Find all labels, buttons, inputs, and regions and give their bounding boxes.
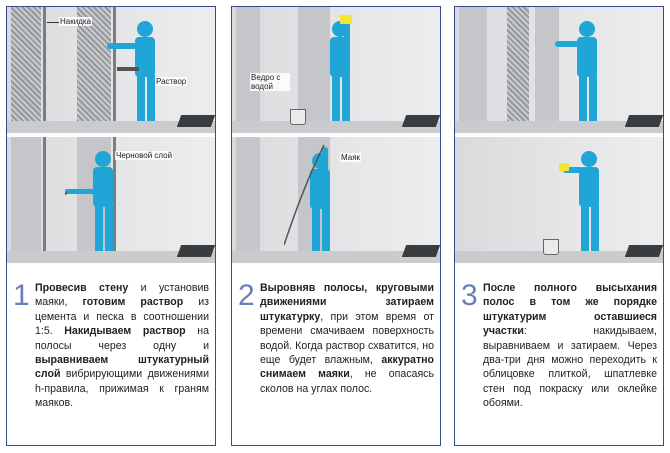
step-3-description xyxy=(455,269,663,445)
worker-figure xyxy=(551,15,621,125)
beacon-rail xyxy=(43,7,46,133)
water-bucket xyxy=(290,109,306,125)
label-vedro: Ведро с водой xyxy=(250,73,290,91)
worker-figure xyxy=(310,15,380,125)
worker-figure xyxy=(107,15,177,125)
text-run: : накидываем, выравниваем и затираем. Через два-три дня можно переходить к облицовке плиткой, шпатлевке стен под покраску или оклейке обоями. xyxy=(483,325,657,410)
label-chernovoy-sloy: Черновой слой xyxy=(116,151,173,160)
step-1-scene-leveling xyxy=(7,137,215,263)
rough-strip xyxy=(11,7,41,133)
step-1-description xyxy=(7,269,215,445)
text-run: вибрирующими движениями h-правила, прижимая к граням маяков. xyxy=(35,368,209,410)
label-rastvor: Раствор xyxy=(156,77,187,86)
bold-text-run: Накидываем раствор xyxy=(64,325,186,338)
text-run: из цемента и песка в соотношении 1:5. xyxy=(35,296,210,338)
step-number: 3 xyxy=(461,279,478,312)
worker-figure xyxy=(65,145,135,255)
bold-text-run: готовим раствор xyxy=(82,296,184,309)
step-text xyxy=(483,281,657,411)
text-run: и установив маяки, xyxy=(35,282,209,309)
step-text xyxy=(35,281,209,411)
step-3-scene-finished xyxy=(455,137,663,263)
step-number: 2 xyxy=(238,279,255,312)
bold-text-run: Выровняв полосы, круговыми движениями затираем штукатурку xyxy=(260,282,434,323)
label-nakidka: Накидка xyxy=(60,17,91,26)
text-run: на полосы через одну и xyxy=(35,325,209,352)
bold-text-run: Провесив стену xyxy=(35,282,129,294)
step-text xyxy=(260,281,434,396)
step-number: 1 xyxy=(13,279,30,312)
water-bucket xyxy=(543,239,559,255)
worker-figure xyxy=(559,145,629,255)
step-2-scene-floating xyxy=(232,7,440,133)
bold-text-run: аккуратно снимаем маяки xyxy=(260,354,434,381)
step-2-description xyxy=(232,269,440,445)
text-run: , не опасаясь сколов на углах полос. xyxy=(260,368,434,395)
step-2-panel xyxy=(231,6,441,446)
label-mayak: Маяк xyxy=(341,153,361,162)
text-run: , при этом время от времени смачиваем поверхность водой. Когда раствор схватится, но еще будет влажным, xyxy=(260,310,434,367)
step-1-scene-throwing xyxy=(7,7,215,133)
step-3-scene-plastering xyxy=(455,7,663,133)
step-1-panel xyxy=(6,6,216,446)
bold-text-run: выравниваем штукатурный слой xyxy=(35,354,209,381)
bold-text-run: После полного высыхания полос в том же порядке штукатурим оставшиеся участки xyxy=(483,282,657,338)
step-3-panel xyxy=(454,6,664,446)
mortar-tray xyxy=(177,115,215,127)
step-2-scene-removing-beacon xyxy=(232,137,440,263)
